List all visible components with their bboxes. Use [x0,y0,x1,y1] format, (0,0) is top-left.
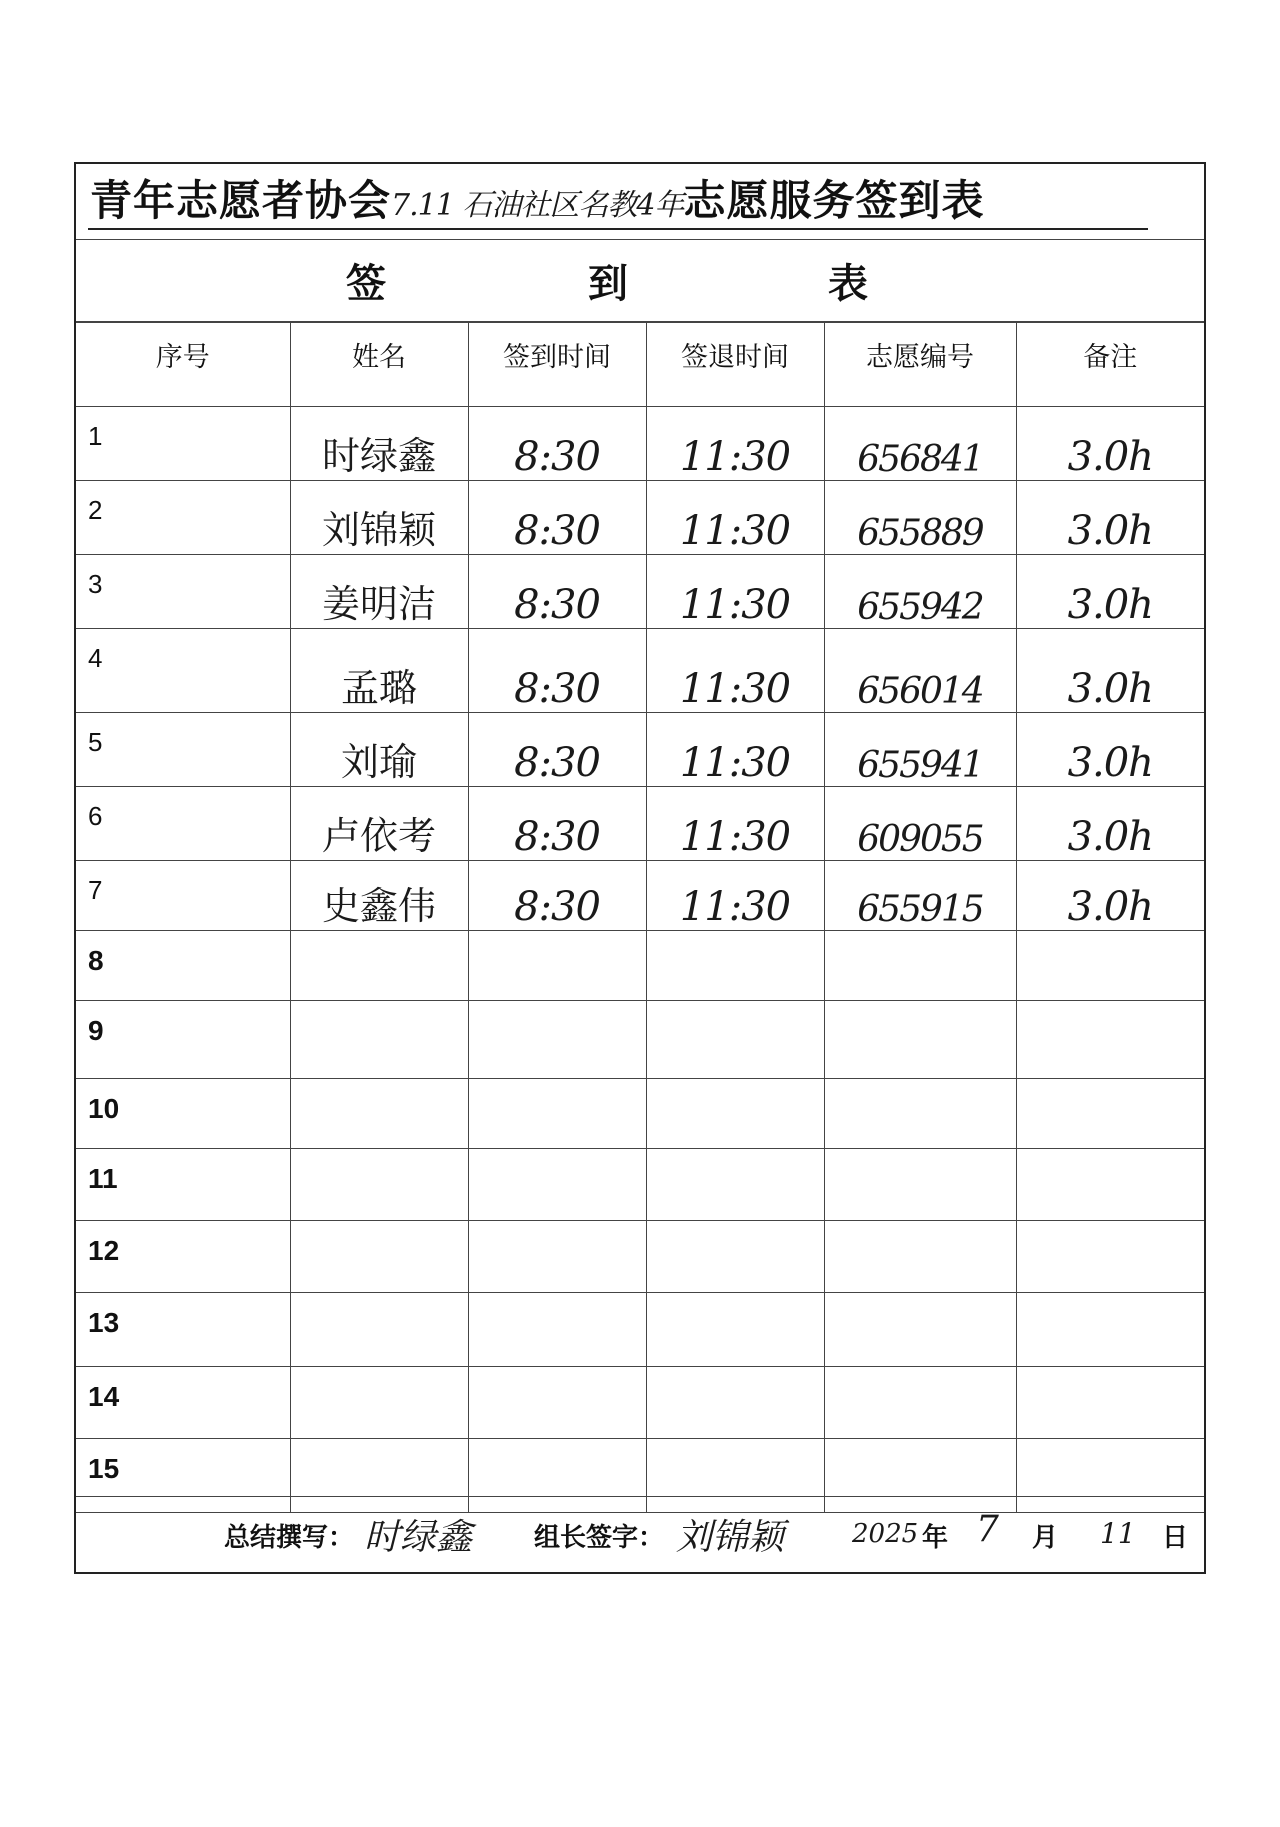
sheet-title [90,172,984,235]
table-row [76,481,1204,555]
row-note: 3.0h [1016,481,1204,555]
row-name [290,1221,468,1293]
row-sign-in-time: 8:30 [468,713,646,787]
row-sign-out-time: 11:30 [646,629,824,713]
row-sign-in-time: 8:30 [468,481,646,555]
sign-in-table [76,322,1204,1513]
table-row [76,1367,1204,1439]
row-note [1016,1149,1204,1221]
row-volunteer-id [824,1079,1016,1149]
leader-sign-label: 组长签字： [534,1523,665,1553]
col-header-sign-out-time: 签退时间 [646,323,824,407]
row-volunteer-id: 655942 [824,555,1016,629]
row-seq: 11 [76,1149,290,1221]
row-name [290,1293,468,1367]
row-volunteer-id [824,1367,1016,1439]
header-row [76,323,1204,407]
row-volunteer-id [824,1001,1016,1079]
table-row [76,1293,1204,1367]
row-sign-in-time: 8:30 [468,555,646,629]
row-sign-in-time: 8:30 [468,629,646,713]
row-seq: 9 [76,1001,290,1079]
col-header-note: 备注 [1016,323,1204,407]
table-row [76,629,1204,713]
table-row [76,407,1204,481]
sign-in-sheet [74,162,1206,1574]
table-row [76,1079,1204,1149]
subtitle-char-3: 表 [828,261,868,307]
row-volunteer-id [824,1149,1016,1221]
row-name [290,1079,468,1149]
date-year-handwritten: 2025 [852,1519,919,1549]
date-year-label: 年 [922,1523,949,1553]
title-printed-suffix: 志愿服务签到表 [683,176,985,225]
row-sign-in-time: 8:30 [468,407,646,481]
subtitle-row [76,240,1204,322]
row-volunteer-id: 655915 [824,861,1016,931]
row-seq: 4 [76,629,290,713]
row-seq: 8 [76,931,290,1001]
row-sign-in-time [468,931,646,1001]
row-name [290,1367,468,1439]
row-seq: 3 [76,555,290,629]
row-sign-out-time [646,1001,824,1079]
row-name: 姜明洁 [290,555,468,629]
row-name: 孟璐 [290,629,468,713]
row-volunteer-id [824,1221,1016,1293]
title-row [76,164,1204,240]
row-volunteer-id: 655889 [824,481,1016,555]
summary-writer-label: 总结撰写： [224,1523,355,1553]
row-sign-out-time: 11:30 [646,713,824,787]
row-sign-out-time [646,931,824,1001]
date-month-label: 月 [1032,1523,1059,1553]
date-day-label: 日 [1162,1523,1189,1553]
summary-writer-signature: 时绿鑫 [364,1517,473,1558]
table-row [76,713,1204,787]
row-note [1016,1001,1204,1079]
row-sign-in-time [468,1079,646,1149]
row-sign-out-time: 11:30 [646,407,824,481]
row-sign-out-time [646,1149,824,1221]
row-sign-in-time [468,1293,646,1367]
table-row [76,1149,1204,1221]
row-name: 刘锦颖 [290,481,468,555]
title-underline [88,228,1148,230]
footer-row [76,1496,1204,1572]
row-seq: 13 [76,1293,290,1367]
row-note [1016,1293,1204,1367]
row-name [290,1149,468,1221]
row-seq: 12 [76,1221,290,1293]
row-name: 卢依考 [290,787,468,861]
table-row [76,931,1204,1001]
subtitle-char-1: 签 [346,261,386,307]
row-volunteer-id: 656841 [824,407,1016,481]
row-sign-out-time: 11:30 [646,787,824,861]
row-seq: 1 [76,407,290,481]
date-day-handwritten: 11 [1100,1517,1136,1550]
row-note: 3.0h [1016,787,1204,861]
row-sign-out-time [646,1221,824,1293]
row-seq: 10 [76,1079,290,1149]
row-name: 史鑫伟 [290,861,468,931]
row-note: 3.0h [1016,407,1204,481]
row-seq: 2 [76,481,290,555]
col-header-name: 姓名 [290,323,468,407]
row-note [1016,931,1204,1001]
row-sign-out-time [646,1293,824,1367]
row-note: 3.0h [1016,861,1204,931]
row-seq: 5 [76,713,290,787]
row-sign-out-time: 11:30 [646,481,824,555]
col-header-sign-in-time: 签到时间 [468,323,646,407]
col-header-volunteer-id: 志愿编号 [824,323,1016,407]
row-volunteer-id [824,1293,1016,1367]
row-volunteer-id: 655941 [824,713,1016,787]
col-header-seq: 序号 [76,323,290,407]
row-sign-out-time: 11:30 [646,555,824,629]
row-volunteer-id: 609055 [824,787,1016,861]
row-sign-out-time [646,1079,824,1149]
row-sign-in-time [468,1149,646,1221]
row-sign-out-time [646,1367,824,1439]
row-name [290,1001,468,1079]
row-note [1016,1221,1204,1293]
title-handwritten-insert: 7.11 石油社区名教4年 [391,188,684,223]
row-volunteer-id [824,931,1016,1001]
row-seq: 6 [76,787,290,861]
row-note: 3.0h [1016,555,1204,629]
leader-signature: 刘锦颖 [676,1517,785,1558]
row-sign-in-time: 8:30 [468,861,646,931]
table-row [76,1221,1204,1293]
row-sign-in-time [468,1221,646,1293]
row-sign-in-time [468,1001,646,1079]
table-row [76,1001,1204,1079]
row-seq: 7 [76,861,290,931]
row-name: 时绿鑫 [290,407,468,481]
title-printed-prefix: 青年志愿者协会 [90,176,392,225]
date-month-handwritten: 7 [976,1509,999,1550]
row-name: 刘瑜 [290,713,468,787]
row-name [290,931,468,1001]
row-note: 3.0h [1016,629,1204,713]
row-sign-out-time: 11:30 [646,861,824,931]
row-sign-in-time: 8:30 [468,787,646,861]
row-note [1016,1079,1204,1149]
row-seq: 15 [76,1439,290,1513]
row-volunteer-id: 656014 [824,629,1016,713]
row-note [1016,1367,1204,1439]
row-seq: 14 [76,1367,290,1439]
row-sign-in-time [468,1367,646,1439]
table-row [76,787,1204,861]
table-row [76,555,1204,629]
table-row [76,861,1204,931]
row-note: 3.0h [1016,713,1204,787]
subtitle-char-2: 到 [588,261,628,307]
